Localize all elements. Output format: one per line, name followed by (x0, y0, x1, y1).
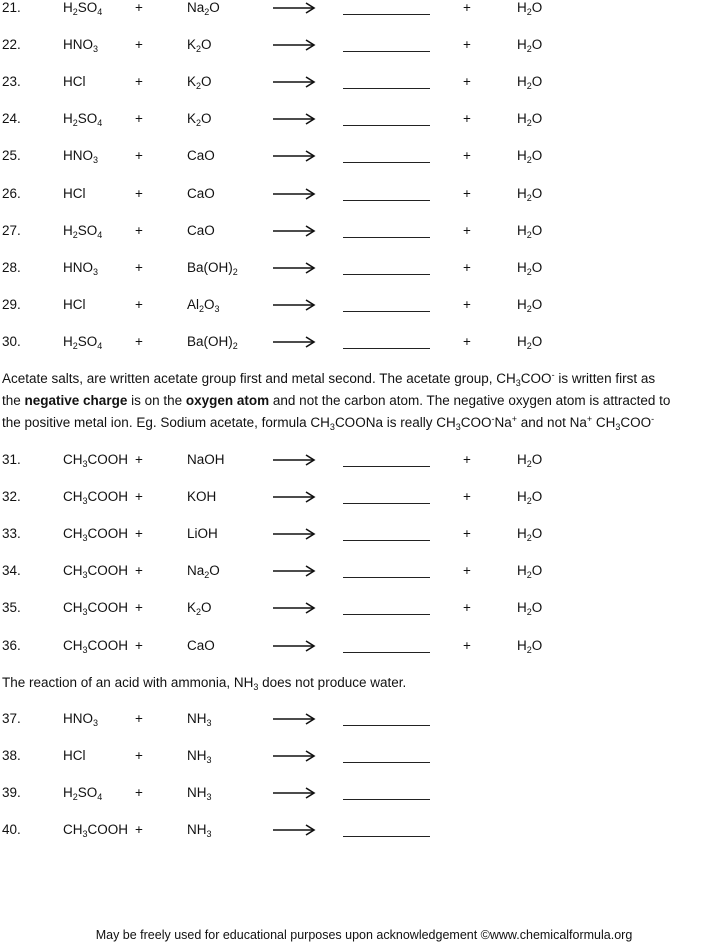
answer-blank[interactable] (343, 257, 430, 279)
reaction-arrow-icon (272, 108, 316, 130)
reaction-row (0, 34, 728, 56)
question-number: 29. (2, 296, 21, 312)
reaction-row (0, 71, 728, 93)
footer-acknowledgement: May be freely used for educational purposes upon acknowledgement ©www.chemicalformula.org (95, 928, 633, 942)
plus-sign: + (463, 185, 471, 201)
plus-sign: + (135, 785, 143, 801)
plus-sign: + (463, 0, 471, 15)
product-water: $H_2O$ (517, 37, 543, 55)
plus-sign: + (135, 711, 143, 726)
acid-formula: HCl (63, 748, 86, 764)
question-number: 40. (2, 822, 21, 838)
answer-blank[interactable] (343, 0, 430, 19)
acid-formula: $CH_3COOH$ (63, 637, 129, 655)
question-number: 31. (2, 452, 21, 467)
question-number: 21. (2, 0, 21, 15)
answer-blank[interactable] (343, 819, 430, 841)
product-water: $H_2O$ (517, 111, 543, 129)
product-water: $H_2O$ (517, 0, 543, 17)
reaction-row (0, 257, 728, 279)
plus-sign: + (463, 296, 471, 312)
plus-sign: + (463, 563, 471, 579)
answer-blank[interactable] (343, 560, 430, 582)
question-number: 22. (2, 37, 21, 53)
question-number: 39. (2, 785, 21, 801)
reaction-row (0, 220, 728, 242)
plus-sign: + (135, 563, 143, 579)
plus-sign: + (135, 600, 143, 616)
reaction-arrow-icon (272, 0, 316, 19)
reaction-arrow-icon (272, 257, 316, 279)
plus-sign: + (135, 111, 143, 127)
product-water: $H_2O$ (517, 563, 543, 581)
answer-blank[interactable] (343, 220, 430, 242)
answer-blank[interactable] (343, 108, 430, 130)
product-water: $H_2O$ (517, 74, 543, 92)
answer-blank[interactable] (343, 145, 430, 167)
reaction-arrow-icon (272, 486, 316, 508)
plus-sign: + (135, 259, 143, 275)
acid-formula: $HNO_3$ (63, 37, 99, 55)
product-water: $H_2O$ (517, 452, 543, 469)
question-number: 25. (2, 148, 21, 164)
product-water: $H_2O$ (517, 333, 543, 351)
product-water: $H_2O$ (517, 259, 543, 277)
question-number: 35. (2, 600, 21, 616)
plus-sign: + (463, 452, 471, 467)
acid-formula: $CH_3COOH$ (63, 526, 129, 544)
reaction-row (0, 108, 728, 130)
acid-formula: HCl (63, 296, 86, 312)
product-water: $H_2O$ (517, 489, 543, 507)
question-number: 30. (2, 333, 21, 349)
acetate-line-2-a: the (2, 393, 25, 408)
negative-charge-bold: negative charge (24, 393, 128, 408)
acid-formula: HCl (63, 185, 86, 201)
reaction-arrow-icon (272, 145, 316, 167)
plus-sign: + (135, 637, 143, 653)
oxygen-atom-bold: oxygen atom (185, 393, 270, 408)
acetate-line-2 (2, 390, 728, 412)
plus-sign: + (463, 148, 471, 164)
product-water: $H_2O$ (517, 526, 543, 544)
base-formula: KOH (187, 489, 217, 505)
product-water: $H_2O$ (517, 637, 543, 655)
base-formula: $NH_3$ (187, 785, 212, 803)
plus-sign: + (135, 148, 143, 164)
reaction-arrow-icon (272, 449, 316, 471)
question-number: 38. (2, 748, 21, 764)
acid-formula: $HNO_3$ (63, 711, 99, 728)
plus-sign: + (463, 526, 471, 542)
reaction-arrow-icon (272, 183, 316, 205)
plus-sign: + (463, 37, 471, 53)
reaction-row (0, 782, 728, 804)
answer-blank[interactable] (343, 34, 430, 56)
base-formula: CaO (187, 222, 215, 238)
acid-formula: $CH_3COOH$ (63, 822, 129, 840)
acid-formula: $H_2SO_4$ (63, 333, 103, 351)
acid-formula: $CH_3COOH$ (63, 489, 129, 507)
reaction-row (0, 635, 728, 657)
reaction-row (0, 183, 728, 205)
base-formula: $NH_3$ (187, 711, 212, 728)
answer-blank[interactable] (343, 708, 430, 730)
acetate-line-2-b: is on the (127, 393, 186, 408)
reaction-row (0, 0, 728, 19)
base-formula: $Na_2O$ (187, 563, 220, 581)
acid-formula: $CH_3COOH$ (63, 600, 129, 618)
acetate-paragraph (2, 368, 728, 434)
plus-sign: + (135, 526, 143, 542)
product-water: $H_2O$ (517, 148, 543, 166)
reaction-arrow-icon (272, 819, 316, 841)
base-formula: $NH_3$ (187, 822, 212, 840)
plus-sign: + (135, 222, 143, 238)
acid-formula: $HNO_3$ (63, 259, 99, 277)
answer-blank[interactable] (343, 449, 430, 471)
question-number: 27. (2, 222, 21, 238)
base-formula: $Na_2O$ (187, 0, 220, 17)
question-number: 32. (2, 489, 21, 505)
answer-blank[interactable] (343, 523, 430, 545)
base-formula: $NH_3$ (187, 748, 212, 766)
answer-blank[interactable] (343, 486, 430, 508)
plus-sign: + (463, 74, 471, 90)
reaction-arrow-icon (272, 782, 316, 804)
answer-blank[interactable] (343, 635, 430, 657)
base-formula: $K_2O$ (187, 74, 212, 92)
reaction-row (0, 294, 728, 316)
reaction-arrow-icon (272, 523, 316, 545)
question-number: 28. (2, 259, 21, 275)
base-formula: LiOH (187, 526, 218, 542)
base-formula: $Al_2O_3$ (187, 296, 220, 314)
ammonia-note (2, 672, 728, 694)
plus-sign: + (135, 296, 143, 312)
reaction-row (0, 523, 728, 545)
reaction-row (0, 745, 728, 767)
reaction-arrow-icon (272, 708, 316, 730)
plus-sign: + (135, 489, 143, 505)
reaction-arrow-icon (272, 597, 316, 619)
plus-sign: + (135, 0, 143, 15)
base-formula: $K_2O$ (187, 600, 212, 618)
reaction-arrow-icon (272, 71, 316, 93)
answer-blank[interactable] (343, 294, 430, 316)
plus-sign: + (135, 748, 143, 764)
plus-sign: + (463, 600, 471, 616)
base-formula: CaO (187, 148, 215, 164)
plus-sign: + (463, 222, 471, 238)
question-number: 37. (2, 711, 21, 726)
plus-sign: + (463, 489, 471, 505)
question-number: 26. (2, 185, 21, 201)
plus-sign: + (135, 452, 143, 467)
base-formula: $Ba(OH)_2$ (187, 333, 238, 351)
reaction-arrow-icon (272, 294, 316, 316)
product-water: $H_2O$ (517, 222, 543, 240)
base-formula: $K_2O$ (187, 111, 212, 129)
reaction-row (0, 331, 728, 353)
reaction-arrow-icon (272, 745, 316, 767)
question-number: 36. (2, 637, 21, 653)
plus-sign: + (135, 333, 143, 349)
reaction-row (0, 486, 728, 508)
reaction-row (0, 560, 728, 582)
answer-blank[interactable] (343, 745, 430, 767)
answer-blank[interactable] (343, 782, 430, 804)
acetate-line-3: the positive metal ion. Eg. Sodium acetate, formula $CH_3COONa$ is really $CH_3COO^-Na^+$ and not Na+ $CH_3COO^-$ (2, 414, 655, 432)
reaction-row (0, 819, 728, 841)
product-water: $H_2O$ (517, 600, 543, 618)
base-formula: CaO (187, 185, 215, 201)
reaction-row (0, 449, 728, 471)
answer-blank[interactable] (343, 71, 430, 93)
question-number: 23. (2, 74, 21, 90)
reaction-arrow-icon (272, 560, 316, 582)
plus-sign: + (463, 637, 471, 653)
plus-sign: + (135, 74, 143, 90)
reaction-row (0, 145, 728, 167)
reaction-row (0, 708, 728, 730)
acid-formula: $HNO_3$ (63, 148, 99, 166)
acid-formula: $CH_3COOH$ (63, 452, 129, 469)
plus-sign: + (463, 259, 471, 275)
acid-formula: $H_2SO_4$ (63, 222, 103, 240)
base-formula: NaOH (187, 452, 225, 467)
reaction-arrow-icon (272, 331, 316, 353)
question-number: 34. (2, 563, 21, 579)
base-formula: $Ba(OH)_2$ (187, 259, 238, 277)
plus-sign: + (135, 822, 143, 838)
acid-formula: $H_2SO_4$ (63, 111, 103, 129)
reaction-arrow-icon (272, 635, 316, 657)
product-water: $H_2O$ (517, 185, 543, 203)
reaction-row (0, 597, 728, 619)
answer-blank[interactable] (343, 597, 430, 619)
plus-sign: + (135, 37, 143, 53)
acid-formula: $H_2SO_4$ (63, 0, 103, 17)
acetate-line-2-c: and not the carbon atom. The negative oxygen atom is attracted to (269, 393, 671, 408)
acid-formula: HCl (63, 74, 86, 90)
acid-formula: $CH_3COOH$ (63, 563, 129, 581)
plus-sign: + (463, 111, 471, 127)
ammonia-note-text: The reaction of an acid with ammonia, $NH_3$ does not produce water. (2, 675, 407, 692)
base-formula: $K_2O$ (187, 37, 212, 55)
reaction-arrow-icon (272, 34, 316, 56)
question-number: 33. (2, 526, 21, 542)
answer-blank[interactable] (343, 183, 430, 205)
acetate-line-1: Acetate salts, are written acetate group first and metal second. The acetate group, $CH_3COO^-$ is written first as (2, 370, 656, 388)
answer-blank[interactable] (343, 331, 430, 353)
product-water: $H_2O$ (517, 296, 543, 314)
question-number: 24. (2, 111, 21, 127)
plus-sign: + (463, 333, 471, 349)
base-formula: CaO (187, 637, 215, 653)
plus-sign: + (135, 185, 143, 201)
reaction-arrow-icon (272, 220, 316, 242)
acid-formula: $H_2SO_4$ (63, 785, 103, 803)
